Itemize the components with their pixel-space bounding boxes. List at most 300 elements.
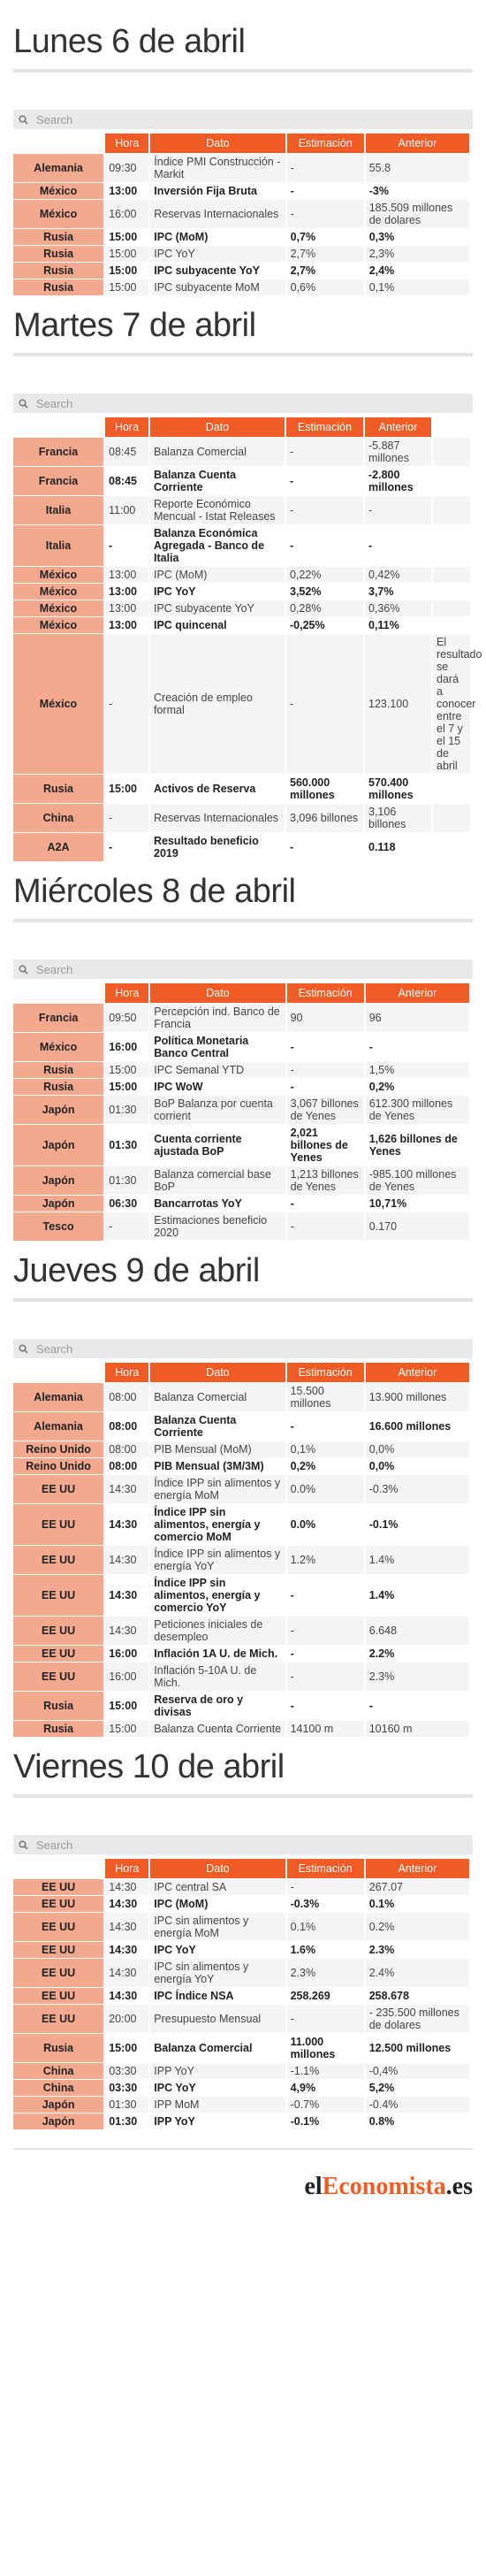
- anterior-cell: 1,626 billones de Yenes: [366, 1125, 469, 1166]
- table-row[interactable]: [13, 804, 470, 832]
- country-cell: EE UU: [13, 1646, 103, 1662]
- hora-cell: 14:30: [105, 1942, 148, 1958]
- estimacion-cell: -: [287, 1212, 364, 1241]
- dato-cell: Cuenta corriente ajustada BoP: [150, 1125, 285, 1166]
- header-dato[interactable]: Dato: [150, 417, 285, 437]
- hora-cell: 14:30: [105, 1959, 148, 1987]
- search-icon[interactable]: [13, 394, 33, 413]
- country-cell: Rusia: [13, 246, 103, 262]
- country-cell: China: [13, 2063, 103, 2079]
- table-row[interactable]: [13, 1096, 469, 1124]
- table-row[interactable]: [13, 246, 469, 262]
- dato-cell: Resultado beneficio 2019: [150, 833, 285, 861]
- estimacion-cell: 3,52%: [286, 584, 363, 600]
- note-cell: El resultado se dará a conocer entre el 7 y el 15 de abril: [433, 634, 470, 774]
- header-anterior[interactable]: Anterior: [366, 134, 469, 153]
- hora-cell: 14:30: [105, 1504, 148, 1545]
- hora-cell: 15:00: [105, 246, 148, 262]
- hora-cell: 08:00: [105, 1412, 148, 1441]
- anterior-cell: 55.8: [366, 154, 469, 182]
- table-row[interactable]: [13, 1212, 469, 1241]
- search-icon[interactable]: [13, 110, 33, 129]
- hora-cell: 15:00: [105, 1079, 148, 1095]
- day-divider: [13, 919, 473, 922]
- header-anterior[interactable]: Anterior: [366, 1363, 469, 1382]
- table-row[interactable]: [13, 2114, 469, 2129]
- header-dato[interactable]: Dato: [150, 983, 285, 1003]
- search-icon[interactable]: [13, 1339, 33, 1358]
- footer-divider: [13, 2148, 473, 2150]
- dato-cell: Balanza Cuenta Corriente: [150, 467, 285, 495]
- country-cell: México: [13, 634, 103, 774]
- hora-cell: 14:30: [105, 1913, 148, 1941]
- calendar-table: [11, 1362, 471, 1738]
- dato-cell: Inversión Fija Bruta: [150, 183, 285, 199]
- anterior-cell: 1.4%: [366, 1575, 469, 1616]
- estimacion-cell: 1.6%: [287, 1942, 364, 1958]
- anterior-cell: 0.8%: [366, 2114, 469, 2129]
- estimacion-cell: -0.3%: [287, 1896, 364, 1912]
- calendar-page: [13, 0, 482, 2222]
- dato-cell: Índice IPP sin alimentos y energía MoM: [150, 1475, 285, 1503]
- estimacion-cell: 0,6%: [287, 279, 364, 295]
- search-bar[interactable]: [13, 394, 473, 413]
- country-cell: Rusia: [13, 263, 103, 279]
- estimacion-cell: 0,28%: [286, 600, 363, 616]
- hora-cell: 11:00: [105, 496, 148, 524]
- estimacion-cell: -: [287, 200, 364, 228]
- estimacion-cell: -: [286, 467, 363, 495]
- dato-cell: Balanza Cuenta Corriente: [150, 1721, 285, 1737]
- header-country: [13, 134, 103, 153]
- header-dato[interactable]: Dato: [150, 1859, 285, 1878]
- dato-cell: IPC (MoM): [150, 229, 285, 245]
- estimacion-cell: 4,9%: [287, 2080, 364, 2096]
- hora-cell: 14:30: [105, 1546, 148, 1574]
- search-icon[interactable]: [13, 959, 33, 979]
- estimacion-cell: -: [287, 1062, 364, 1078]
- note-cell: [433, 833, 470, 861]
- dato-cell: Reporte Económico Mencual - Istat Releases: [150, 496, 285, 524]
- dato-cell: IPP YoY: [150, 2063, 285, 2079]
- estimacion-cell: -: [287, 1412, 364, 1441]
- anterior-cell: 3,106 billones: [365, 804, 431, 832]
- dato-cell: Política Monetaria Banco Central: [150, 1033, 285, 1061]
- table-row[interactable]: [13, 567, 470, 583]
- table-row[interactable]: [13, 1196, 469, 1212]
- hora-cell: 01:30: [105, 1125, 148, 1166]
- search-icon[interactable]: [13, 1835, 33, 1854]
- anterior-cell: 0,1%: [366, 279, 469, 295]
- dato-cell: IPC sin alimentos y energía MoM: [150, 1913, 285, 1941]
- table-row[interactable]: [13, 1692, 469, 1720]
- dato-cell: IPC subyacente YoY: [150, 263, 285, 279]
- anterior-cell: -: [366, 1692, 469, 1720]
- table-row[interactable]: [13, 600, 470, 616]
- dato-cell: Índice IPP sin alimentos y energía YoY: [150, 1546, 285, 1574]
- table-row[interactable]: [13, 1383, 469, 1411]
- estimacion-cell: 3,067 billones de Yenes: [287, 1096, 364, 1124]
- anterior-cell: 0.2%: [366, 1913, 469, 1941]
- dato-cell: IPC subyacente YoY: [150, 600, 285, 616]
- anterior-cell: 2.4%: [366, 1959, 469, 1987]
- header-estimacion[interactable]: Estimación: [286, 417, 363, 437]
- dato-cell: IPC WoW: [150, 1079, 285, 1095]
- country-cell: Rusia: [13, 1721, 103, 1737]
- anterior-cell: -: [365, 525, 431, 566]
- hora-cell: 01:30: [105, 2097, 148, 2113]
- country-cell: Rusia: [13, 279, 103, 295]
- dato-cell: IPC YoY: [150, 584, 285, 600]
- country-cell: Rusia: [13, 775, 103, 803]
- header-hora[interactable]: Hora: [105, 134, 148, 153]
- table-row[interactable]: [13, 2005, 469, 2033]
- dato-cell: Inflación 1A U. de Mich.: [150, 1646, 285, 1662]
- day-section: [13, 1249, 473, 1738]
- anterior-cell: 0,0%: [366, 1441, 469, 1457]
- dato-cell: Índice IPP sin alimentos, energía y comercio YoY: [150, 1575, 285, 1616]
- estimacion-cell: 0.1%: [287, 1913, 364, 1941]
- table-row[interactable]: [13, 1412, 469, 1441]
- estimacion-cell: -: [287, 1575, 364, 1616]
- estimacion-cell: 3,096 billones: [286, 804, 363, 832]
- dato-cell: Índice PMI Construcción - Markit: [150, 154, 285, 182]
- estimacion-cell: -: [287, 1879, 364, 1895]
- header-anterior[interactable]: Anterior: [366, 983, 469, 1003]
- dato-cell: Balanza Comercial: [150, 1383, 285, 1411]
- table-row[interactable]: [13, 1575, 469, 1616]
- estimacion-cell: 15.500 millones: [287, 1383, 364, 1411]
- country-cell: Tesco: [13, 1212, 103, 1241]
- country-cell: Reino Unido: [13, 1458, 103, 1474]
- estimacion-cell: 0,2%: [287, 1458, 364, 1474]
- table-row[interactable]: [13, 1033, 469, 1061]
- table-row[interactable]: [13, 263, 469, 279]
- estimacion-cell: -: [287, 2005, 364, 2033]
- day-divider: [13, 69, 473, 73]
- anterior-cell: 0,0%: [366, 1458, 469, 1474]
- country-cell: Japón: [13, 1096, 103, 1124]
- dato-cell: PIB Mensual (3M/3M): [150, 1458, 285, 1474]
- table-row[interactable]: [13, 1663, 469, 1691]
- header-hora[interactable]: Hora: [105, 983, 148, 1003]
- anterior-cell: 0.118: [365, 833, 431, 861]
- table-row[interactable]: [13, 1942, 469, 1958]
- header-dato[interactable]: Dato: [150, 1363, 285, 1382]
- estimacion-cell: -: [287, 183, 364, 199]
- table-row[interactable]: [13, 1458, 469, 1474]
- anterior-cell: -3%: [366, 183, 469, 199]
- search-bar[interactable]: [13, 1835, 473, 1854]
- table-row[interactable]: [13, 1988, 469, 2004]
- table-row[interactable]: [13, 1504, 469, 1545]
- estimacion-cell: -: [287, 1617, 364, 1645]
- hora-cell: 14:30: [105, 1617, 148, 1645]
- header-dato[interactable]: Dato: [150, 134, 285, 153]
- anterior-cell: -0,4%: [366, 2063, 469, 2079]
- table-row[interactable]: [13, 1079, 469, 1095]
- estimacion-cell: 258.269: [287, 1988, 364, 2004]
- header-estimacion[interactable]: Estimación: [287, 1363, 364, 1382]
- anterior-cell: 0,2%: [366, 1079, 469, 1095]
- country-cell: Reino Unido: [13, 1441, 103, 1457]
- estimacion-cell: -1.1%: [287, 2063, 364, 2079]
- header-hora[interactable]: Hora: [105, 1363, 148, 1382]
- table-row[interactable]: [13, 1959, 469, 1987]
- hora-cell: 01:30: [105, 1096, 148, 1124]
- header-country: [13, 983, 103, 1003]
- dato-cell: IPC Semanal YTD: [150, 1062, 285, 1078]
- country-cell: China: [13, 804, 103, 832]
- note-cell: [433, 567, 470, 583]
- anterior-cell: 258.678: [366, 1988, 469, 2004]
- table-row[interactable]: [13, 617, 470, 633]
- note-cell: [433, 600, 470, 616]
- table-row[interactable]: [13, 2080, 469, 2096]
- table-row[interactable]: [13, 467, 470, 495]
- search-bar[interactable]: [13, 1339, 473, 1358]
- day-title: Miércoles 8 de abril: [13, 873, 296, 910]
- hora-cell: 16:00: [105, 1033, 148, 1061]
- table-header-row: [13, 134, 469, 153]
- anterior-cell: 0.170: [366, 1212, 469, 1241]
- country-cell: Francia: [13, 438, 103, 466]
- table-row[interactable]: [13, 1617, 469, 1645]
- table-row[interactable]: [13, 1896, 469, 1912]
- hora-cell: 13:00: [105, 584, 148, 600]
- table-header-row: [13, 1363, 469, 1382]
- estimacion-cell: -: [286, 496, 363, 524]
- hora-cell: 08:45: [105, 438, 148, 466]
- country-cell: Italia: [13, 525, 103, 566]
- note-cell: [433, 467, 470, 495]
- hora-cell: 15:00: [105, 229, 148, 245]
- country-cell: México: [13, 1033, 103, 1061]
- hora-cell: 15:00: [105, 1692, 148, 1720]
- table-row[interactable]: [13, 584, 470, 600]
- table-header-row: [13, 417, 470, 437]
- table-row[interactable]: [13, 1166, 469, 1195]
- table-row[interactable]: [13, 1441, 469, 1457]
- anterior-cell: 0,42%: [365, 567, 431, 583]
- country-cell: EE UU: [13, 1942, 103, 1958]
- search-bar[interactable]: [13, 110, 473, 129]
- dato-cell: Balanza Comercial: [150, 2034, 285, 2062]
- note-cell: [433, 496, 470, 524]
- country-cell: Japón: [13, 2097, 103, 2113]
- table-row[interactable]: [13, 1721, 469, 1737]
- hora-cell: 15:00: [105, 2034, 148, 2062]
- dato-cell: BoP Balanza por cuenta corrient: [150, 1096, 285, 1124]
- country-cell: A2A: [13, 833, 103, 861]
- header-anterior[interactable]: Anterior: [366, 1859, 469, 1878]
- dato-cell: Creación de empleo formal: [150, 634, 285, 774]
- table-row[interactable]: [13, 229, 469, 245]
- dato-cell: IPP MoM: [150, 2097, 285, 2113]
- country-cell: Alemania: [13, 1412, 103, 1441]
- table-row[interactable]: [13, 525, 470, 566]
- country-cell: Japón: [13, 1196, 103, 1212]
- header-estimacion[interactable]: Estimación: [287, 1859, 364, 1878]
- estimacion-cell: 0,7%: [287, 229, 364, 245]
- table-row[interactable]: [13, 2034, 469, 2062]
- country-cell: Rusia: [13, 229, 103, 245]
- table-row[interactable]: [13, 1125, 469, 1166]
- header-hora[interactable]: Hora: [105, 1859, 148, 1878]
- country-cell: México: [13, 600, 103, 616]
- hora-cell: 09:50: [105, 1004, 148, 1032]
- country-cell: EE UU: [13, 2005, 103, 2033]
- table-row[interactable]: [13, 154, 469, 182]
- search-input[interactable]: [33, 111, 473, 128]
- hora-cell: 03:30: [105, 2080, 148, 2096]
- search-input[interactable]: [33, 1836, 473, 1854]
- hora-cell: 16:00: [105, 1646, 148, 1662]
- country-cell: EE UU: [13, 1546, 103, 1574]
- table-row[interactable]: [13, 634, 470, 774]
- estimacion-cell: -: [286, 634, 363, 774]
- header-estimacion[interactable]: Estimación: [287, 134, 364, 153]
- anterior-cell: -0.4%: [366, 2097, 469, 2113]
- dato-cell: PIB Mensual (MoM): [150, 1441, 285, 1457]
- estimacion-cell: 2.3%: [287, 1959, 364, 1987]
- country-cell: Rusia: [13, 1062, 103, 1078]
- table-row[interactable]: [13, 438, 470, 466]
- anterior-cell: 2,4%: [366, 263, 469, 279]
- dato-cell: Estimaciones beneficio 2020: [150, 1212, 285, 1241]
- anterior-cell: 123.100: [365, 634, 431, 774]
- table-row[interactable]: [13, 1546, 469, 1574]
- country-cell: EE UU: [13, 1913, 103, 1941]
- hora-cell: 06:30: [105, 1196, 148, 1212]
- estimacion-cell: -0.7%: [287, 2097, 364, 2113]
- estimacion-cell: 0.0%: [287, 1504, 364, 1545]
- dato-cell: Reserva de oro y divisas: [150, 1692, 285, 1720]
- estimacion-cell: 0,1%: [287, 1441, 364, 1457]
- header-country: [13, 417, 103, 437]
- hora-cell: 13:00: [105, 617, 148, 633]
- anterior-cell: 16.600 millones: [366, 1412, 469, 1441]
- day-section: [13, 869, 473, 1242]
- table-row[interactable]: [13, 1879, 469, 1895]
- hora-cell: 14:30: [105, 1896, 148, 1912]
- hora-cell: 16:00: [105, 200, 148, 228]
- anterior-cell: 2.3%: [366, 1942, 469, 1958]
- anterior-cell: 5,2%: [366, 2080, 469, 2096]
- country-cell: EE UU: [13, 1617, 103, 1645]
- header-estimacion[interactable]: Estimación: [287, 983, 364, 1003]
- brand-logo-part1: el: [304, 2173, 323, 2200]
- table-row[interactable]: [13, 2063, 469, 2079]
- country-cell: EE UU: [13, 1988, 103, 2004]
- header-anterior[interactable]: Anterior: [365, 417, 431, 437]
- anterior-cell: -: [366, 1033, 469, 1061]
- dato-cell: Peticiones iniciales de desempleo: [150, 1617, 285, 1645]
- search-input[interactable]: [33, 1340, 473, 1357]
- country-cell: EE UU: [13, 1575, 103, 1616]
- anterior-cell: -0.3%: [366, 1475, 469, 1503]
- calendar-table: [11, 1858, 471, 2130]
- estimacion-cell: 1.2%: [287, 1546, 364, 1574]
- table-row[interactable]: [13, 1004, 469, 1032]
- estimacion-cell: -: [287, 1033, 364, 1061]
- anterior-cell: -: [365, 496, 431, 524]
- dato-cell: IPC YoY: [150, 246, 285, 262]
- anterior-cell: 12.500 millones: [366, 2034, 469, 2062]
- dato-cell: Balanza comercial base BoP: [150, 1166, 285, 1195]
- dato-cell: Presupuesto Mensual: [150, 2005, 285, 2033]
- day-section: [13, 303, 482, 862]
- anterior-cell: 0,11%: [365, 617, 431, 633]
- day-title: Viernes 10 de abril: [13, 1748, 285, 1785]
- table-row[interactable]: [13, 775, 470, 803]
- anterior-cell: 1,5%: [366, 1062, 469, 1078]
- hora-cell: 08:00: [105, 1458, 148, 1474]
- table-row[interactable]: [13, 2097, 469, 2113]
- country-cell: Francia: [13, 1004, 103, 1032]
- table-row[interactable]: [13, 183, 469, 199]
- hora-cell: -: [105, 804, 148, 832]
- table-row[interactable]: [13, 833, 470, 861]
- anterior-cell: -985.100 millones de Yenes: [366, 1166, 469, 1195]
- header-hora[interactable]: Hora: [105, 417, 148, 437]
- dato-cell: IPC sin alimentos y energía YoY: [150, 1959, 285, 1987]
- dato-cell: IPC Índice NSA: [150, 1988, 285, 2004]
- anterior-cell: 185.509 millones de dolares: [366, 200, 469, 228]
- country-cell: México: [13, 567, 103, 583]
- anterior-cell: 1.4%: [366, 1546, 469, 1574]
- table-row[interactable]: [13, 1062, 469, 1078]
- hora-cell: 15:00: [105, 279, 148, 295]
- hora-cell: -: [105, 833, 148, 861]
- dato-cell: IPC subyacente MoM: [150, 279, 285, 295]
- table-row[interactable]: [13, 1475, 469, 1503]
- calendar-table: [11, 417, 482, 862]
- anterior-cell: 2,3%: [366, 246, 469, 262]
- table-row[interactable]: [13, 279, 469, 295]
- search-input[interactable]: [33, 960, 473, 978]
- hora-cell: 15:00: [105, 1721, 148, 1737]
- table-header-row: [13, 1859, 469, 1878]
- table-row[interactable]: [13, 200, 469, 228]
- table-row[interactable]: [13, 1646, 469, 1662]
- estimacion-cell: 2,021 billones de Yenes: [287, 1125, 364, 1166]
- hora-cell: 14:30: [105, 1575, 148, 1616]
- dato-cell: Percepción ind. Banco de Francia: [150, 1004, 285, 1032]
- anterior-cell: 13.900 millones: [366, 1383, 469, 1411]
- estimacion-cell: 11.000 millones: [287, 2034, 364, 2062]
- estimacion-cell: -: [287, 154, 364, 182]
- dato-cell: Activos de Reserva: [150, 775, 285, 803]
- brand-logo[interactable]: [13, 2164, 473, 2222]
- anterior-cell: 96: [366, 1004, 469, 1032]
- table-row[interactable]: [13, 1913, 469, 1941]
- search-input[interactable]: [33, 394, 473, 412]
- brand-logo-part2: Economista: [322, 2173, 446, 2200]
- hora-cell: 15:00: [105, 775, 148, 803]
- country-cell: Japón: [13, 1125, 103, 1166]
- anterior-cell: 10160 m: [366, 1721, 469, 1737]
- dato-cell: IPC (MoM): [150, 567, 285, 583]
- hora-cell: -: [105, 1212, 148, 1241]
- day-section: [13, 19, 473, 296]
- country-cell: EE UU: [13, 1879, 103, 1895]
- country-cell: EE UU: [13, 1663, 103, 1691]
- search-bar[interactable]: [13, 959, 473, 979]
- estimacion-cell: 14100 m: [287, 1721, 364, 1737]
- estimacion-cell: 2,7%: [287, 263, 364, 279]
- table-row[interactable]: [13, 496, 470, 524]
